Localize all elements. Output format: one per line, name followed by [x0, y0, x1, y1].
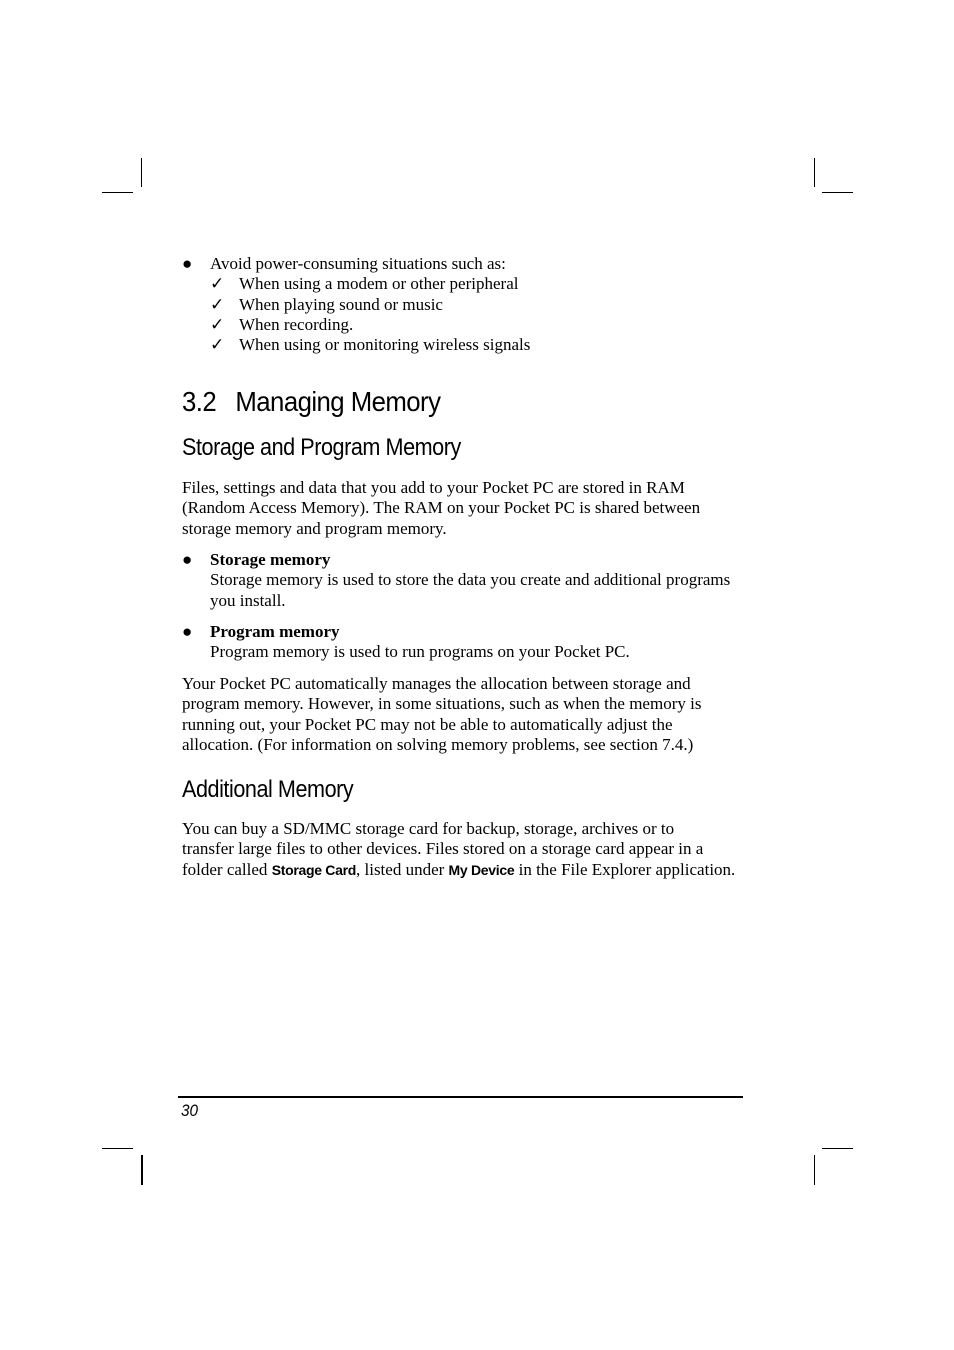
item-line: you install. [210, 590, 286, 610]
checkmark-icon: ✓ [210, 274, 225, 294]
check-item-text: When recording. [239, 314, 354, 334]
bullet-icon: ● [182, 622, 193, 641]
text-run: in the File Explorer application. [514, 859, 736, 879]
check-list-item [182, 335, 782, 355]
crop-mark-bottom-left-horizontal [102, 1148, 133, 1149]
text-run: , listed under [356, 859, 449, 879]
item-title: Program memory [210, 622, 340, 641]
subsection-heading-additional: Additional Memory [182, 776, 354, 803]
paragraph-line: storage memory and program memory. [182, 518, 447, 538]
allocation-paragraph [182, 674, 747, 755]
check-list-item [182, 274, 782, 294]
checkmark-icon: ✓ [210, 314, 225, 334]
bullet-icon: ● [182, 550, 193, 569]
storage-memory-item [182, 550, 747, 611]
check-item-text: When playing sound or music [239, 294, 443, 314]
my-device-ui-label: My Device [448, 861, 515, 878]
paragraph-line: Your Pocket PC automatically manages the allocation between storage and [182, 674, 691, 693]
paragraph-line: running out, your Pocket PC may not be able to automatically adjust the [182, 714, 673, 734]
check-item-text: When using or monitoring wireless signals [239, 335, 531, 355]
check-list-item [182, 295, 782, 315]
crop-mark-bottom-right-vertical [814, 1155, 815, 1185]
storage-card-ui-label: Storage Card [271, 861, 356, 878]
section-title: Managing Memory [235, 386, 441, 417]
checkmark-icon: ✓ [210, 335, 225, 355]
bullet-icon: ● [182, 254, 193, 273]
crop-mark-top-right-horizontal [822, 192, 853, 193]
power-consumption-list [182, 254, 782, 355]
item-title: Storage memory [210, 550, 331, 569]
paragraph-line [182, 860, 762, 880]
crop-mark-top-right-vertical [814, 158, 815, 187]
checkmark-icon: ✓ [210, 294, 225, 314]
storage-intro-paragraph [182, 478, 747, 539]
page-number: 30 [181, 1101, 199, 1120]
crop-mark-bottom-left-vertical [141, 1155, 143, 1185]
program-memory-item [182, 622, 747, 663]
paragraph-line: transfer large files to other devices. Files stored on a storage card appear in a [182, 839, 704, 859]
paragraph-line: (Random Access Memory). The RAM on your Pocket PC is shared between [182, 498, 701, 518]
item-line: Storage memory is used to store the data you create and additional programs [210, 570, 731, 590]
list-item [182, 254, 782, 274]
crop-mark-top-left-vertical [141, 158, 142, 187]
item-line: Program memory is used to run programs on your Pocket PC. [210, 642, 630, 662]
section-heading [182, 386, 440, 418]
footer-rule [178, 1096, 743, 1098]
check-list-item [182, 315, 782, 335]
paragraph-line: Files, settings and data that you add to your Pocket PC are stored in RAM [182, 478, 685, 497]
list-item-text: Avoid power-consuming situations such as: [210, 254, 506, 273]
subsection-heading-storage-program: Storage and Program Memory [182, 434, 461, 461]
crop-mark-bottom-right-horizontal [822, 1148, 853, 1149]
crop-mark-top-left-horizontal [102, 192, 133, 193]
paragraph-line: You can buy a SD/MMC storage card for backup, storage, archives or to [182, 819, 675, 838]
additional-memory-paragraph [182, 819, 762, 880]
paragraph-line: program memory. However, in some situations, such as when the memory is [182, 694, 702, 714]
check-item-text: When using a modem or other peripheral [239, 274, 519, 294]
paragraph-line: allocation. (For information on solving memory problems, see section 7.4.) [182, 734, 694, 754]
text-run: folder called [182, 859, 272, 879]
section-number: 3.2 [182, 386, 217, 417]
